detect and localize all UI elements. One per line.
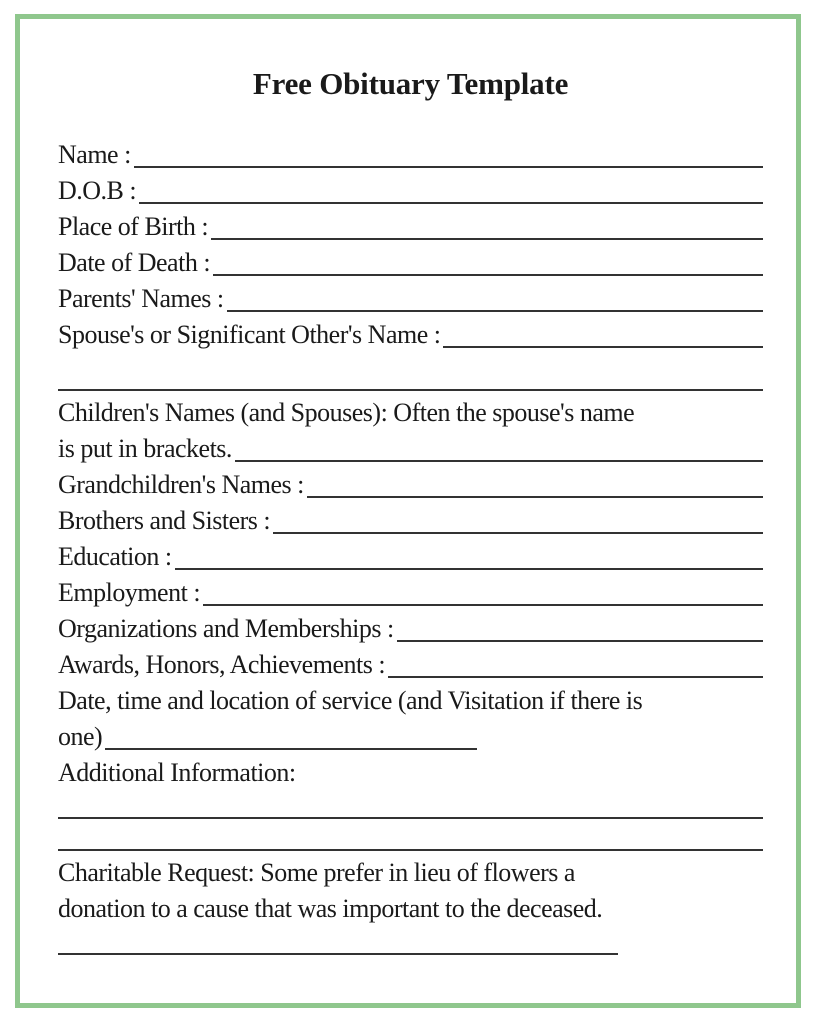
date-of-death-field-row [58,245,763,281]
spouse-continuation-line[interactable] [58,389,763,391]
additional-information-line1[interactable] [58,817,763,819]
parents-names-field-row [58,281,763,317]
service-field-row-line1 [58,683,763,719]
service-field-row-line2 [58,719,763,755]
parents-names-input-line[interactable] [227,281,763,312]
organizations-input-line[interactable] [397,611,763,642]
children-input-line[interactable] [235,431,763,462]
children-label-line2: is put in brackets. [58,434,232,463]
charitable-request-row-line1 [58,855,763,891]
charitable-request-line-row [58,927,763,959]
charitable-request-label-line1: Charitable Request: Some prefer in lieu of flowers a [58,858,575,887]
spouse-continuation-row [58,359,763,395]
children-field-row-line1 [58,395,763,431]
additional-information-row [58,755,763,791]
additional-information-line2[interactable] [58,849,763,851]
name-label: Name : [58,140,131,169]
brothers-sisters-input-line[interactable] [273,503,763,534]
dob-label: D.O.B : [58,176,137,205]
charitable-request-row-line2 [58,891,763,927]
children-field-row-line2 [58,431,763,467]
spouse-label: Spouse's or Significant Other's Name : [58,320,441,349]
awards-field-row [58,647,763,683]
awards-label: Awards, Honors, Achievements : [58,650,386,679]
children-label-line1: Children's Names (and Spouses): Often the spouse's name [58,398,635,427]
employment-input-line[interactable] [203,575,763,606]
employment-label: Employment : [58,578,201,607]
charitable-request-label-line2: donation to a cause that was important to the deceased. [58,894,603,923]
place-of-birth-label: Place of Birth : [58,212,209,241]
organizations-field-row [58,611,763,647]
parents-names-label: Parents' Names : [58,284,224,313]
education-label: Education : [58,542,172,571]
additional-information-line2-row [58,823,763,855]
charitable-request-input-line[interactable] [58,953,618,955]
organizations-label: Organizations and Memberships : [58,614,394,643]
grandchildren-label: Grandchildren's Names : [58,470,304,499]
service-label-line2: one) [58,722,103,751]
additional-information-label: Additional Information: [58,758,296,787]
name-input-line[interactable] [134,137,763,168]
spouse-input-line[interactable] [443,317,763,348]
document-content [58,0,763,959]
education-field-row [58,539,763,575]
name-field-row [58,137,763,173]
additional-information-line1-row [58,791,763,823]
dob-field-row [58,173,763,209]
place-of-birth-input-line[interactable] [211,209,763,240]
document-title: Free Obituary Template [252,66,569,101]
awards-input-line[interactable] [388,647,763,678]
grandchildren-input-line[interactable] [307,467,763,498]
education-input-line[interactable] [175,539,763,570]
brothers-sisters-field-row [58,503,763,539]
place-of-birth-field-row [58,209,763,245]
spouse-field-row [58,317,763,353]
date-of-death-label: Date of Death : [58,248,211,277]
employment-field-row [58,575,763,611]
dob-input-line[interactable] [139,173,763,204]
brothers-sisters-label: Brothers and Sisters : [58,506,271,535]
grandchildren-field-row [58,467,763,503]
service-label-line1: Date, time and location of service (and Visitation if there is [58,686,643,715]
date-of-death-input-line[interactable] [213,245,763,276]
service-input-line[interactable] [105,719,477,750]
